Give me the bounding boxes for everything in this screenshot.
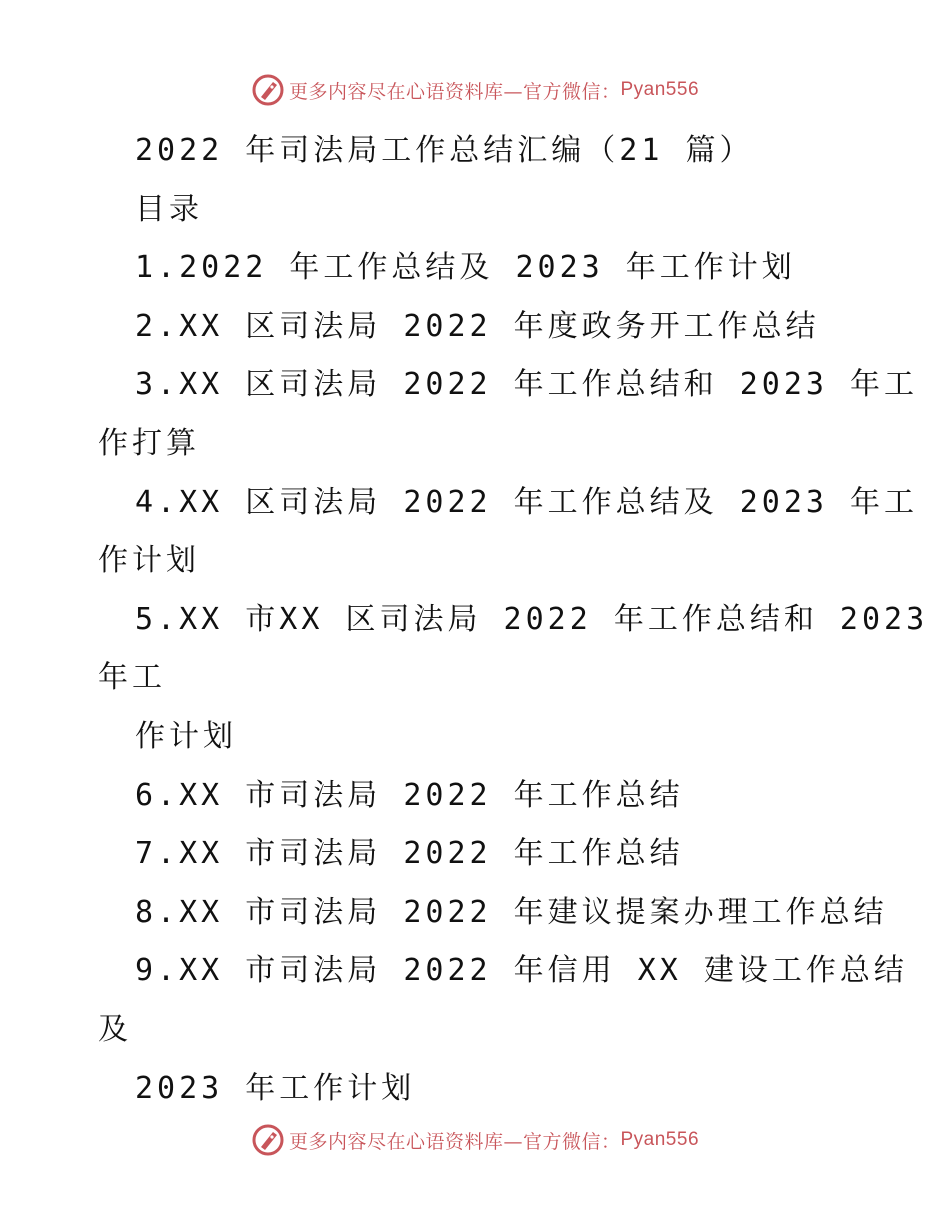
toc-line: 5.XX 市XX 区司法局 2022 年工作总结和 2023 [135, 601, 929, 637]
toc-line: 4.XX 区司法局 2022 年工作总结及 2023 年工 [135, 484, 919, 520]
toc-line: 年工 [98, 660, 166, 696]
toc-line: 8.XX 市司法局 2022 年建议提案办理工作总结 [135, 894, 888, 930]
toc-heading: 目录 [135, 191, 203, 227]
toc-line: 2023 年工作计划 [135, 1070, 416, 1106]
pen-nib-logo-icon [251, 1123, 285, 1157]
toc-line: 及 [98, 1011, 132, 1047]
toc-line: 6.XX 市司法局 2022 年工作总结 [135, 777, 684, 813]
toc-line: 7.XX 市司法局 2022 年工作总结 [135, 836, 684, 872]
toc-line: 9.XX 市司法局 2022 年信用 XX 建设工作总结 [135, 953, 908, 989]
toc-line: 3.XX 区司法局 2022 年工作总结和 2023 年工 [135, 367, 919, 403]
header-banner-text: 更多内容尽在心语资料库—官方微信： [288, 80, 621, 103]
document-title: 2022 年司法局工作总结汇编（21 篇） [135, 133, 754, 168]
pen-nib-logo-icon [251, 73, 285, 107]
footer-banner [0, 1120, 950, 1160]
header-banner [0, 70, 950, 110]
toc-line: 2.XX 区司法局 2022 年度政务开工作总结 [135, 308, 820, 344]
footer-banner-wechat-id: Pyan556 [620, 1129, 700, 1150]
toc-line: 作计划 [135, 718, 237, 754]
toc-line: 1.2022 年工作总结及 2023 年工作计划 [135, 250, 796, 286]
header-banner-wechat-id: Pyan556 [620, 79, 700, 100]
toc-line: 作打算 [98, 425, 200, 461]
document-body [98, 122, 929, 1118]
toc-line: 作计划 [98, 543, 200, 579]
footer-banner-text: 更多内容尽在心语资料库—官方微信： [288, 1130, 621, 1153]
